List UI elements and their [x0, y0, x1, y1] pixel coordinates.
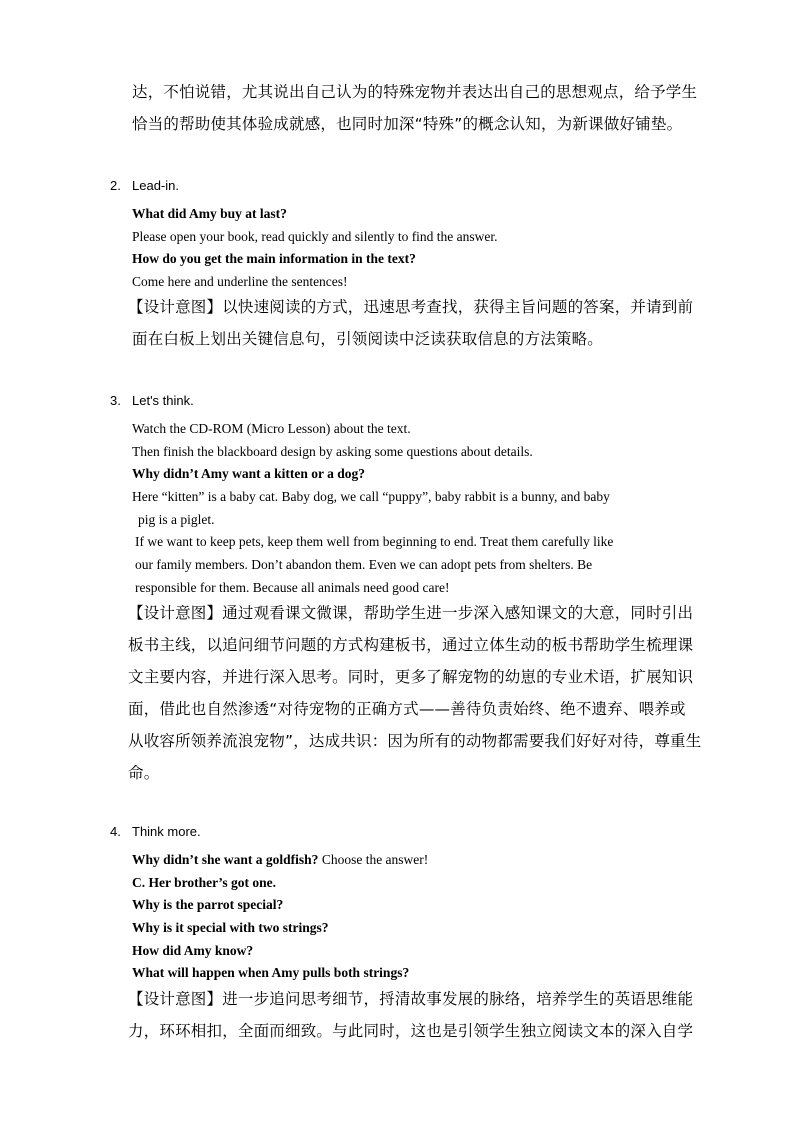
- section-3-design-2: 板书主线，以追问细节问题的方式构建板书，通过立体生动的板书帮助学生梳理课: [128, 636, 694, 654]
- section-2-title: Lead-in.: [132, 178, 179, 193]
- section-3-para-2c: responsible for them. Because all animals need good care!: [135, 580, 450, 595]
- section-3-line-2: Then finish the blackboard design by asking some questions about details.: [132, 444, 533, 459]
- section-3-design-4: 面，借此也自然渗透“对待宠物的正确方式——善待负责始终、绝不遗弃、喂养或: [128, 700, 686, 718]
- section-4-question-2: Why is the parrot special?: [132, 897, 284, 912]
- section-3-line-1: Watch the CD-ROM (Micro Lesson) about the text.: [132, 421, 411, 436]
- intro-line-1: 达，不怕说错，尤其说出自己认为的特殊宠物并表达出自己的思想观点，给予学生: [132, 83, 698, 101]
- section-3-title: Let's think.: [132, 393, 194, 408]
- section-4-question-5: What will happen when Amy pulls both strings?: [132, 965, 410, 980]
- section-4-number: 4.: [110, 824, 121, 839]
- section-3-design-5: 从收容所领养流浪宠物”，达成共识：因为所有的动物都需要我们好好对待，尊重生: [128, 732, 702, 750]
- section-4-question-4: How did Amy know?: [132, 943, 254, 958]
- section-3-number: 3.: [110, 393, 121, 408]
- section-2-question-2: How do you get the main information in the text?: [132, 251, 416, 266]
- section-3-design-6: 命。: [128, 764, 160, 782]
- section-2-heading: [110, 177, 179, 195]
- section-4-heading: [110, 823, 201, 841]
- section-3-question-1: Why didn’t Amy want a kitten or a dog?: [132, 466, 366, 481]
- section-4-instruction: Choose the answer!: [321, 852, 429, 867]
- section-4-title: Think more.: [132, 824, 201, 839]
- section-4-answer-1: C. Her brother’s got one.: [132, 875, 276, 890]
- section-3-design-1: 【设计意图】通过观看课文微课，帮助学生进一步深入感知课文的大意，同时引出: [128, 604, 694, 622]
- intro-line-2: 恰当的帮助使其体验成就感，也同时加深“特殊”的概念认知，为新课做好铺垫。: [132, 115, 683, 133]
- section-2-question-1: What did Amy buy at last?: [132, 206, 287, 221]
- section-3-para-2b: our family members. Don’t abandon them. Even we can adopt pets from shelters. Be: [135, 557, 593, 572]
- section-3-para-1a: Here “kitten” is a baby cat. Baby dog, we call “puppy”, baby rabbit is a bunny, and baby: [132, 489, 610, 504]
- section-4-design-2: 力，环环相扣，全面而细致。与此同时，这也是引领学生独立阅读文本的深入自学: [128, 1022, 694, 1040]
- section-2-number: 2.: [110, 178, 121, 193]
- section-2-line-2: Come here and underline the sentences!: [132, 274, 348, 289]
- section-4-question-1: Why didn’t she want a goldfish?: [132, 852, 319, 867]
- section-3-para-1b: pig is a piglet.: [138, 512, 215, 527]
- section-3-design-3: 文主要内容，并进行深入思考。同时，更多了解宠物的幼崽的专业术语，扩展知识: [128, 668, 694, 686]
- section-4-question-1-line: [132, 851, 428, 869]
- section-3-heading: [110, 392, 194, 410]
- section-4-design-1: 【设计意图】进一步追问思考细节，捋清故事发展的脉络，培养学生的英语思维能: [128, 990, 694, 1008]
- section-2-line-1: Please open your book, read quickly and silently to find the answer.: [132, 229, 498, 244]
- section-3-para-2a: If we want to keep pets, keep them well from beginning to end. Treat them carefully like: [135, 534, 614, 549]
- section-4-question-3: Why is it special with two strings?: [132, 920, 329, 935]
- section-2-design-1: 【设计意图】以快速阅读的方式，迅速思考查找，获得主旨问题的答案，并请到前: [128, 298, 694, 316]
- section-2-design-2: 面在白板上划出关键信息句，引领阅读中泛读获取信息的方法策略。: [132, 330, 604, 348]
